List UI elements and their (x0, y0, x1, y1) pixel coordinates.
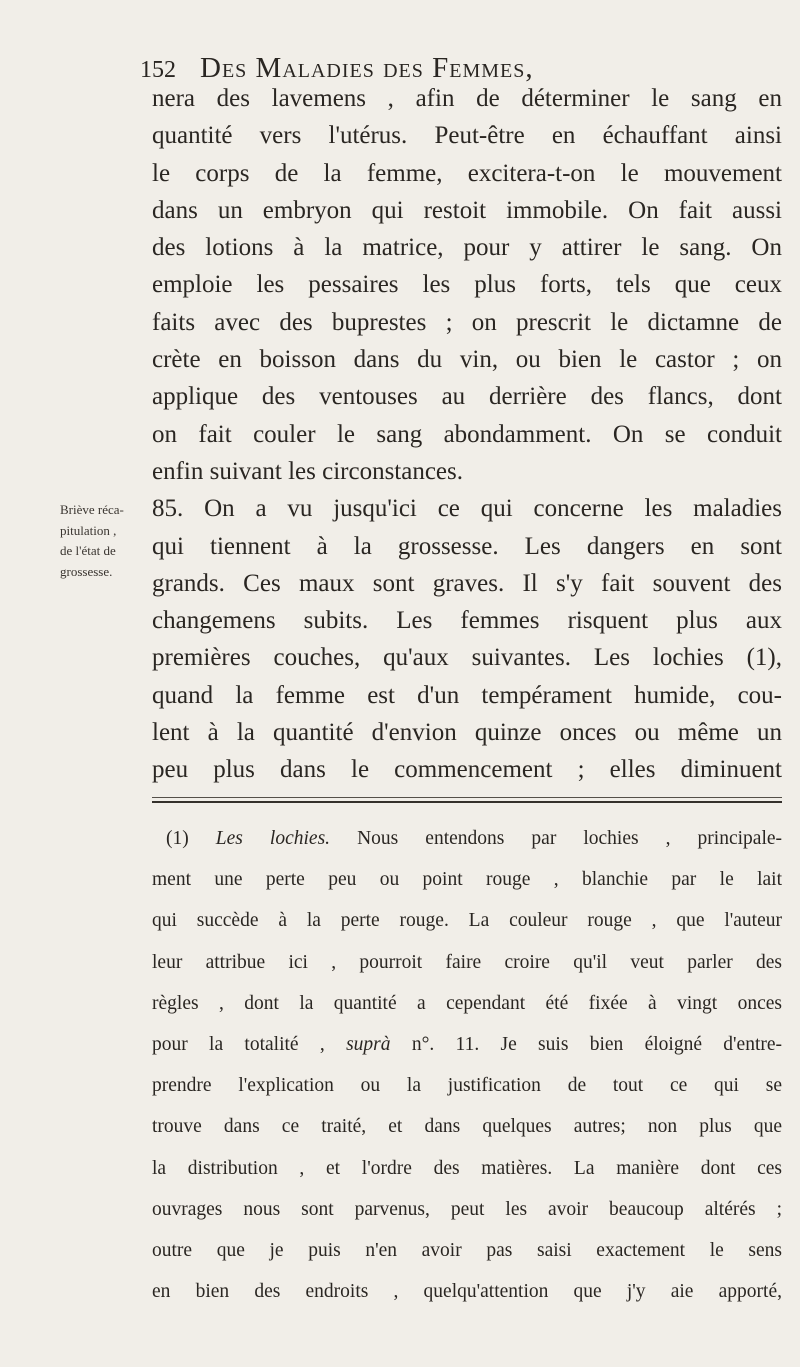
body-line: lent à la quantité d'envion quinze onces ou même un (152, 719, 782, 747)
body-line: faits avec des buprestes ; on prescrit le dictamne de (152, 308, 782, 336)
footnote-italic-reference: suprà (346, 1033, 391, 1055)
body-line: quantité vers l'utérus. Peut-être en échauffant ainsi (152, 122, 782, 150)
footnote-line: en bien des endroits , quelqu'attention que j'y aie apporté, (152, 1281, 782, 1303)
footnote-line: trouve dans ce traité, et dans quelques autres; non plus que (152, 1116, 782, 1138)
page-number: 152 (140, 57, 176, 83)
footnote-line: outre que je puis n'en avoir pas saisi exactement le sens (152, 1239, 782, 1261)
body-line: emploie les pessaires les plus forts, tels que ceux (152, 271, 782, 299)
body-line: applique des ventouses au derrière des flancs, dont (152, 383, 782, 411)
footnote-line: ment une perte peu ou point rouge , blanchie par le lait (152, 869, 782, 891)
body-line: on fait couler le sang abondamment. On se conduit (152, 420, 782, 448)
body-line: nera des lavemens , afin de déterminer le sang en (152, 85, 782, 112)
footnote-lemma: Les lochies. (215, 828, 331, 849)
body-line: dans un embryon qui restoit immobile. On fait aussi (152, 196, 782, 224)
margin-note-line: pitulation , (60, 522, 117, 538)
footnote-line (152, 1024, 782, 1065)
body-line: crète en boisson dans du vin, ou bien le castor ; on (152, 346, 782, 374)
footnote-line: la distribution , et l'ordre des matières. La manière dont ces (152, 1157, 782, 1179)
body-line: changemens subits. Les femmes risquent plus aux (152, 607, 782, 635)
body-line: enfin suivant les circonstances. (152, 457, 464, 485)
footnote-line: règles , dont la quantité a cependant été fixée à vingt onces (152, 992, 782, 1014)
running-title: Des Maladies des Femmes, (200, 52, 534, 84)
margin-note-line: de l'état de (60, 543, 116, 558)
footnote-line (152, 818, 782, 859)
body-line: 85. On a vu jusqu'ici ce qui concerne les maladies (152, 495, 782, 523)
footnote-text: n°. 11. Je suis bien éloigné d'entre- (411, 1033, 782, 1055)
footnote-rule (152, 797, 782, 803)
body-line: qui tiennent à la grossesse. Les dangers en sont (152, 532, 782, 560)
body-line: peu plus dans le commencement ; elles diminuent (152, 756, 782, 784)
margin-note (60, 500, 152, 582)
footnote-line: prendre l'explication ou la justification de tout ce qui se (152, 1075, 782, 1097)
body-line: premières couches, qu'aux suivantes. Les lochies (1), (152, 644, 782, 672)
body-line: quand la femme est d'un tempérament humide, cou- (152, 681, 782, 709)
body-line: le corps de la femme, excitera-t-on le mouvement (152, 159, 782, 187)
footnote-line: ouvrages nous sont parvenus, peut les avoir beaucoup altérés ; (152, 1198, 782, 1220)
footnote-line: leur attribue ici , pourroit faire croire qu'il veut parler des (152, 951, 782, 973)
footnote (152, 818, 782, 1312)
margin-note-line: grossesse. (60, 563, 113, 579)
body-text (152, 80, 782, 789)
footnote-text: Nous entendons par lochies , principale- (357, 828, 782, 849)
body-line: des lotions à la matrice, pour y attirer le sang. On (152, 234, 782, 262)
footnote-marker: (1) (166, 828, 189, 849)
footnote-line: qui succède à la perte rouge. La couleur rouge , que l'auteur (152, 910, 782, 932)
footnote-text: pour la totalité , (152, 1033, 325, 1055)
body-line: grands. Ces maux sont graves. Il s'y fait souvent des (152, 569, 782, 597)
margin-note-line: Briève réca- (60, 502, 124, 517)
